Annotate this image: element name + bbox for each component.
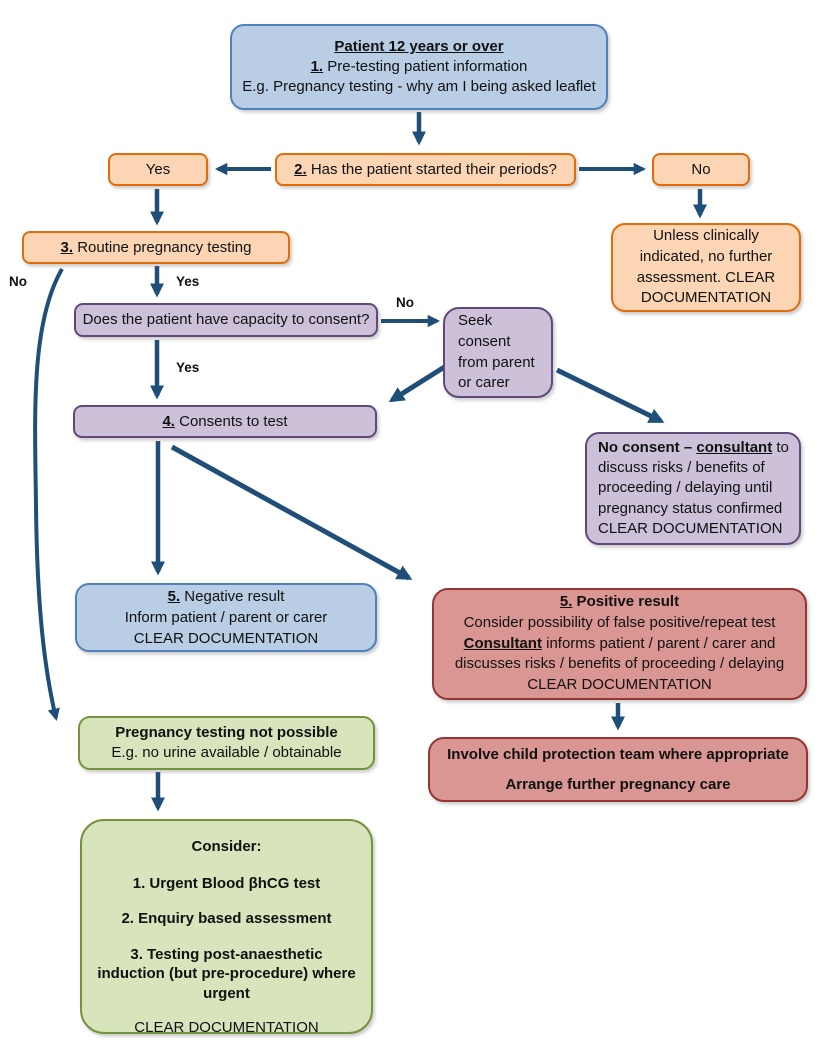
node-consents-to-test: 4. Consents to test — [73, 405, 377, 438]
node-child-protection: Involve child protection team where appropriate Arrange further pregnancy care — [428, 737, 808, 802]
edge-label-yes-capacity: Yes — [176, 360, 200, 375]
arrow-seek-to-consents — [392, 366, 446, 400]
node-yes: Yes — [108, 153, 208, 186]
node-consider-alternatives: Consider: 1. Urgent Blood βhCG test 2. Enquiry based assessment 3. Testing post-anaesthetic induction (but pre-procedure) where urgent CLEAR DOCUMENTATION — [80, 819, 373, 1034]
arrow-consents-to-positive — [172, 447, 409, 578]
node-question-periods: 2. Has the patient started their periods? — [275, 153, 576, 186]
arrow-seek-to-noconsent — [557, 370, 661, 421]
node-no-consent-consultant: No consent – consultant to discuss risks / benefits of proceeding / delaying until pregnancy status confirmed CLEAR DOCUMENTATION — [585, 432, 801, 545]
node-routine-testing: 3. Routine pregnancy testing — [22, 231, 290, 264]
edge-label-no-left: No — [9, 274, 27, 289]
node-patient-info: Patient 12 years or over 1. Pre-testing patient information E.g. Pregnancy testing - why am I being asked leaflet — [230, 24, 608, 110]
edge-label-yes-routine: Yes — [176, 274, 200, 289]
node-testing-not-possible: Pregnancy testing not possible E.g. no urine available / obtainable — [78, 716, 375, 770]
node-seek-consent: Seek consent from parent or carer — [443, 307, 553, 398]
node-positive-result: 5. Positive result Consider possibility of false positive/repeat test Consultant informs patient / parent / carer and discusses risks / benefits of proceeding / delaying CLEAR DOCUMENTATION — [432, 588, 807, 700]
edge-label-no-capacity: No — [396, 295, 414, 310]
node-no-further-assessment: Unless clinically indicated, no further assessment. CLEAR DOCUMENTATION — [611, 223, 801, 312]
arrow-routine-no-curve — [35, 269, 62, 718]
node-no: No — [652, 153, 750, 186]
node-capacity-question: Does the patient have capacity to consent? — [74, 303, 378, 337]
node-negative-result: 5. Negative result Inform patient / parent or carer CLEAR DOCUMENTATION — [75, 583, 377, 652]
